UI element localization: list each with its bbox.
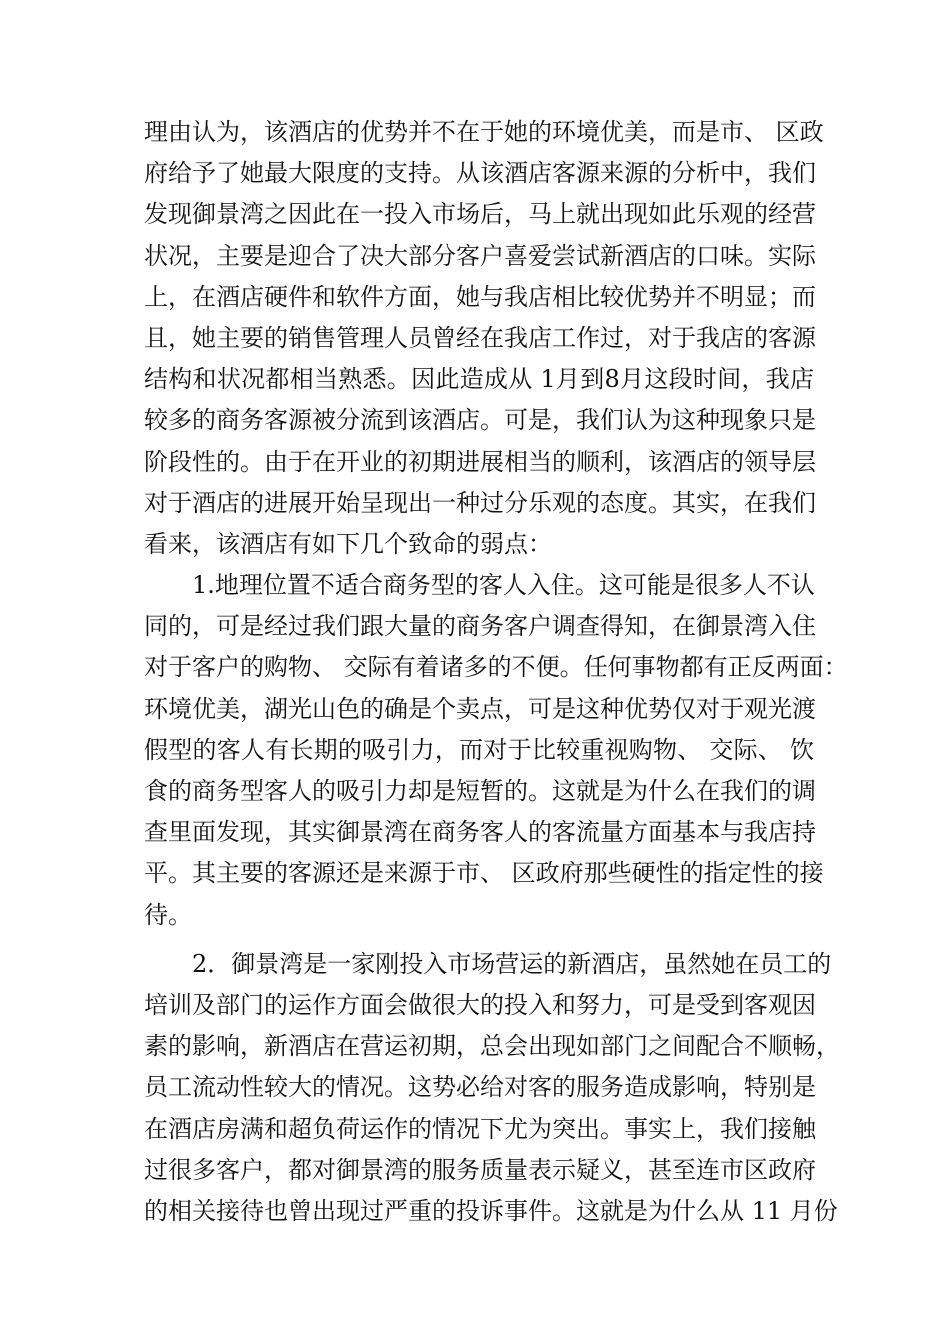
text-line: 结构和状况都相当熟悉。因此造成从 1月到8月这段时间，我店	[144, 365, 814, 394]
paragraph-point-1	[144, 565, 848, 936]
text-line: 同的，可是经过我们跟大量的商务客户调查得知，在御景湾入住	[144, 612, 816, 641]
text-line: 员工流动性较大的情况。这势必给对客的服务造成影响，特别是	[144, 1073, 816, 1102]
text-line: 阶段性的。由于在开业的初期进展相当的顺利，该酒店的领导层	[144, 447, 816, 476]
text-line: 环境优美，湖光山色的确是个卖点，可是这种优势仅对于观光渡	[144, 694, 816, 723]
text-line: 假型的客人有长期的吸引力，而对于比较重视购物、 交际、 饮	[144, 735, 814, 764]
text-line: 较多的商务客源被分流到该酒店。可是，我们认为这种现象只是	[144, 406, 816, 435]
text-line: 在酒店房满和超负荷运作的情况下尤为突出。事实上，我们接触	[144, 1114, 816, 1143]
text-line: 状况，主要是迎合了决大部分客户喜爱尝试新酒店的口味。实际	[144, 241, 816, 270]
text-line: 过很多客户，都对御景湾的服务质量表示疑义，甚至连市区政府	[144, 1155, 816, 1184]
paragraph-intro	[144, 112, 824, 565]
document-body	[144, 112, 848, 1232]
text-line: 的相关接待也曾出现过严重的投诉事件。这就是为什么从 11 月份	[144, 1196, 838, 1225]
text-line: 发现御景湾之因此在一投入市场后，马上就出现如此乐观的经营	[144, 200, 816, 229]
text-line: 且，她主要的销售管理人员曾经在我店工作过，对于我店的客源	[144, 323, 816, 352]
text-line: 对于客户的购物、 交际有着诸多的不便。任何事物都有正反两面：	[144, 653, 848, 682]
text-line: 查里面发现，其实御景湾在商务客人的客流量方面基本与我店持	[144, 818, 816, 847]
paragraph-point-2	[144, 944, 840, 1232]
paragraph-gap	[144, 936, 814, 944]
text-line: 培训及部门的运作方面会做很大的投入和努力，可是受到客观因	[144, 990, 816, 1019]
text-line: 对于酒店的进展开始呈现出一种过分乐观的态度。其实，在我们	[144, 488, 816, 517]
text-line: 素的影响，新酒店在营运初期，总会出现如部门之间配合不顺畅，	[144, 1032, 840, 1061]
text-line: 2．御景湾是一家刚投入市场营运的新酒店，虽然她在员工的	[192, 949, 832, 978]
text-line: 平。其主要的客源还是来源于市、 区政府那些硬性的指定性的接	[144, 859, 824, 888]
text-line: 看来，该酒店有如下几个致命的弱点：	[144, 529, 552, 558]
text-line: 待。	[144, 900, 192, 929]
text-line: 1.地理位置不适合商务型的客人入住。这可能是很多人不认	[192, 571, 815, 600]
text-line: 食的商务型客人的吸引力却是短暂的。这就是为什么在我们的调	[144, 777, 816, 805]
text-line: 府给予了她最大限度的支持。从该酒店客源来源的分析中，我们	[144, 159, 816, 188]
text-line: 理由认为，该酒店的优势并不在于她的环境优美，而是市、 区政	[144, 118, 824, 146]
text-line: 上，在酒店硬件和软件方面，她与我店相比较优势并不明显；而	[144, 282, 816, 311]
